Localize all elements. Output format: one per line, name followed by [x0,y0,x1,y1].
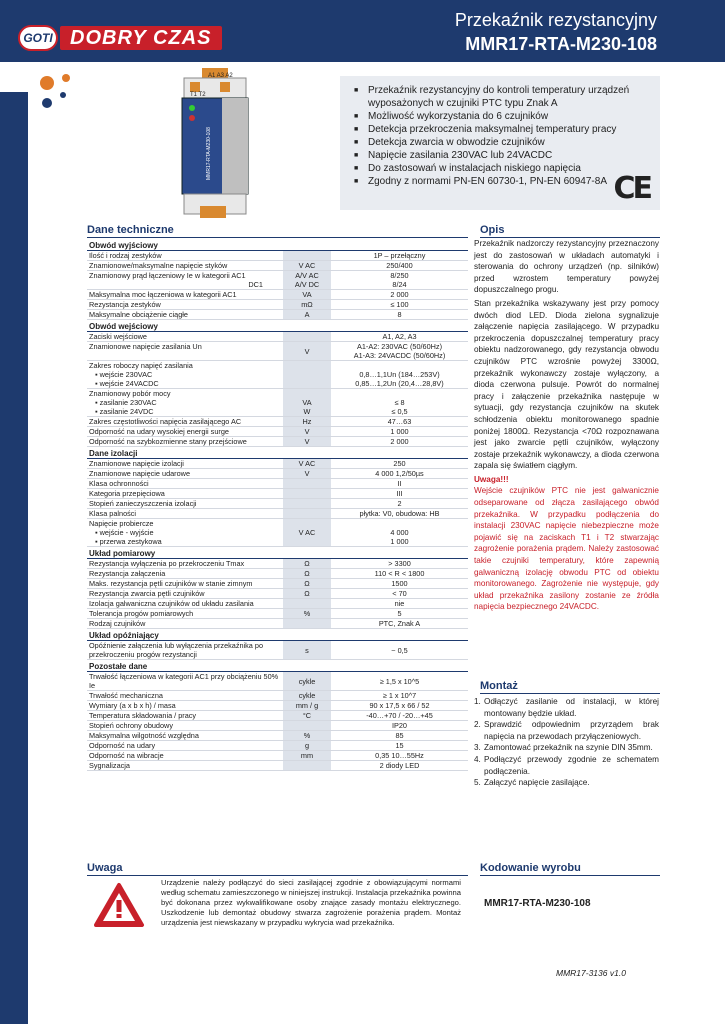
opis-paragraph: Stan przekaźnika wskazywany jest przy pomocy dwóch diod LED. Dioda zielona sygnalizuje załączenie napięcia zasilającego. W przypadku przekroczenia dopuszczalnej temperatury pracy obiektu nadzorowanego, gdy rezystancja obwodu czujników PTC wzrośnie powyżej 3300Ω, przekaźnik wykonawczy zostaje wyłączony, a dioda czerwona pulsuje. Powrót do normalnej pracy i załączenie przekaźnika następuje w sytuacji, gdy rezystancja czujników na skutek schłodzenia obiektu monitorowanego spadnie poniżej 1800Ω. Rezystancja <70Ω rozpoznawana jest jako zwarcie pętli czujników, wyłączony zostaje przekaźnik wykonawczy, a dioda czerwona zapala się światłem ciągłym. [474,298,659,471]
feature-item: ■ Do zastosowań w instalacjach niskiego napięcia [354,162,650,175]
table-row [87,589,468,599]
spec-value: ≥ 1 x 10^7 [331,691,468,701]
page-title: Przekaźnik rezystancyjny [454,10,657,30]
montaz-list [474,696,659,789]
spec-value: < 70 [331,589,468,599]
spec-param [87,407,283,417]
step-number: 3. [474,743,481,753]
spec-value: 1 000 [331,427,468,437]
table-row [87,300,468,310]
spec-unit: V AC [283,261,331,271]
montaz-step [474,754,659,777]
spec-group-label: Obwód wyjściowy [87,239,468,251]
spec-unit: s [283,641,331,660]
table-row [87,619,468,629]
spec-value: 1500 [331,579,468,589]
spec-param: Odporność na udary wysokiej energii surge [87,427,283,437]
table-row [87,579,468,589]
heading-opis: Opis [480,224,660,238]
spec-unit [283,761,331,771]
spec-value: 4 000 1,2/50µs [331,469,468,479]
table-row [87,459,468,469]
montaz-step [474,742,659,754]
spec-unit [283,479,331,489]
spec-unit [283,361,331,371]
montaz-step [474,777,659,789]
spec-unit [283,599,331,609]
decor-dot-navy [42,98,52,108]
feature-item: ■ Przekaźnik rezystancyjny do kontroli temperatury urządzeń wyposażonych w czujniki PTC typu Znak A [354,84,650,110]
spec-group [87,660,468,672]
product-side-label: MMR17-RTA-M230-108 [206,127,212,180]
spec-param: Stopień zanieczyszczenia izolacji [87,499,283,509]
spec-param [87,528,283,537]
spec-unit: % [283,731,331,741]
spec-value [331,389,468,399]
spec-param [87,537,283,547]
heading-uwaga: Uwaga [87,862,468,876]
spec-param: Tolerancja progów pomiarowych [87,609,283,619]
spec-param: Odporność na wibracje [87,751,283,761]
table-row [87,469,468,479]
spec-unit [283,721,331,731]
table-row [87,370,468,379]
spec-group-label: Obwód wejściowy [87,320,468,332]
spec-value: 1P – przełączny [331,251,468,261]
spec-unit: V AC [283,459,331,469]
spec-param: Napięcie probiercze [89,519,154,528]
step-number: 1. [474,697,481,706]
spec-param: Temperatura składowania / pracy [87,711,283,721]
opis-paragraph: Przekaźnik nadzorczy rezystancyjny przeznaczony jest do zastosowań w układach automatyki i sterowania do ochrony urządzeń (np. silników) przed wzrostem temperatury powyżej dopuszczalnego progu. [474,239,659,295]
decor-dot-navy-small [60,92,66,98]
step-text: Zamontować przekaźnik na szynie DIN 35mm. [484,743,653,753]
table-row [87,559,468,569]
spec-group-label: Układ pomiarowy [87,547,468,559]
spec-group [87,547,468,559]
spec-unit: W [283,407,331,417]
spec-group [87,239,468,251]
spec-param: Klasa ochronności [87,479,283,489]
spec-param: Znamionowy prąd łączeniowy Ie w kategorii AC1 [89,271,246,280]
spec-param-bullet: ▪ wejście 24VACDC [89,379,159,388]
spec-param: Maksymalna moc łączeniowa w kategorii AC1 [87,290,283,300]
spec-unit: V [283,469,331,479]
spec-value: 85 [331,731,468,741]
montaz-step [474,719,659,742]
decor-dot-orange [40,76,54,90]
features-list [354,84,650,188]
table-row [87,731,468,741]
spec-unit: A/V AC [283,271,331,281]
spec-param: Klasa palności [87,509,283,519]
step-number: 2. [474,720,481,730]
uwaga-text: Urządzenie należy podłączyć do sieci zasilającej zgodnie z obowiązującymi normami według schematu zamieszczonego w niniejszej instrukcji. Instalacja przekaźnika powinna być dokonana przez wykwalifikowane osoby znające zasady montażu elektrycznego. Uszkodzenie lub demontaż obudowy stwarza zagrożenie porażenia prądem. Montaż urządzenia jest niewskazany w przypadku wykrycia wad przekaźnika. [161,878,461,927]
spec-table [87,239,468,771]
opis-section [474,238,659,615]
spec-param-bullet: ▪ przerwa zestykowa [89,537,162,546]
spec-value: ~ 0,5 [331,641,468,660]
product-terminal-label: T1 T2 [190,92,206,98]
decor-dot-orange-small [62,74,70,82]
spec-value: 8 [331,310,468,320]
table-row [87,751,468,761]
spec-unit: Ω [283,569,331,579]
spec-value: -40…+70 / -20…+45 [331,711,468,721]
spec-unit: mm / g [283,701,331,711]
product-image [180,68,250,218]
spec-param: Zakres roboczy napięć zasilania [89,361,193,370]
spec-unit: V AC [283,528,331,537]
spec-unit: V [283,437,331,447]
spec-value: 0,35 10…55Hz [331,751,468,761]
uwaga-section [87,876,468,946]
table-row [87,379,468,389]
table-row [87,761,468,771]
table-row [87,721,468,731]
document-version: MMR17-3136 v1.0 [556,968,626,978]
spec-param: DC1 [87,280,283,290]
spec-unit [283,370,331,379]
spec-param: Rodzaj czujników [87,619,283,629]
logo-badge: GOTI [18,25,58,51]
spec-unit: Hz [283,417,331,427]
spec-value: 5 [331,609,468,619]
spec-value: nie [331,599,468,609]
table-row [87,489,468,499]
spec-param: Wymiary (a x b x h) / masa [87,701,283,711]
table-row [87,251,468,261]
montaz-section [474,696,659,789]
spec-unit: VA [283,290,331,300]
spec-param: Rezystancja załączenia [87,569,283,579]
spec-unit [283,332,331,342]
spec-group [87,447,468,459]
logo-text: DOBRY CZAS [60,26,222,50]
table-row [87,427,468,437]
spec-value [331,519,468,529]
left-band [0,92,28,1024]
table-row [87,342,468,361]
page-model: MMR17-RTA-M230-108 [465,34,657,54]
spec-group [87,629,468,641]
spec-param-bullet: ▪ zasilanie 230VAC [89,398,157,407]
spec-value-line: A1-A3: 24VACDC (50/60Hz) [353,351,446,360]
spec-param: Maks. rezystancja pętli czujników w stanie zimnym [87,579,283,589]
spec-unit [283,489,331,499]
spec-unit: Ω [283,579,331,589]
spec-param: Sygnalizacja [87,761,283,771]
table-row [87,499,468,509]
feature-item: ■ Napięcie zasilania 230VAC lub 24VACDC [354,149,650,162]
spec-param: Znamionowe napięcie zasilania Un [87,342,283,361]
table-row [87,641,468,660]
spec-unit: cykle [283,691,331,701]
spec-unit [283,389,331,399]
feature-item: ■ Zgodny z normami PN-EN 60730-1, PN-EN 60947-8A [354,175,650,188]
table-row [87,398,468,407]
step-text: Odłączyć zasilanie od instalacji, w której montowany będzie układ. [484,697,659,718]
step-text: Podłączyć przewody zgodnie ze schematem podłączenia. [484,754,659,776]
logo [18,25,222,51]
table-row [87,280,468,290]
warning-title: Uwaga!!! [474,474,509,484]
heading-kodowanie: Kodowanie wyrobu [480,862,660,876]
heading-tech: Dane techniczne [87,224,468,238]
spec-param: Rezystancja wyłączenia po przekroczeniu Tmax [87,559,283,569]
spec-param [87,370,283,379]
spec-param: Kategoria przepięciowa [87,489,283,499]
spec-param: Zakres częstotliwości napięcia zasilającego AC [87,417,283,427]
spec-value: ≤ 0,5 [331,407,468,417]
table-row [87,569,468,579]
spec-param: Maksymalna wilgotność względna [87,731,283,741]
spec-value: ≤ 8 [394,398,405,407]
spec-value: A1, A2, A3 [331,332,468,342]
table-row [87,361,468,371]
spec-unit: Ω [283,559,331,569]
spec-unit [283,499,331,509]
spec-unit: mΩ [283,300,331,310]
spec-group-label: Pozostałe dane [87,660,468,672]
spec-group-label: Układ opóźniający [87,629,468,641]
spec-unit: cykle [283,672,331,691]
table-row [87,310,468,320]
spec-value: 8/250 [390,271,409,280]
spec-value: > 3300 [331,559,468,569]
heading-montaz: Montaż [480,680,660,694]
table-row [87,271,468,281]
spec-value: 90 x 17,5 x 66 / 52 [331,701,468,711]
table-row [87,479,468,489]
warning-icon [93,882,145,928]
spec-unit [283,537,331,547]
spec-param: Znamionowe napięcie udarowe [87,469,283,479]
spec-value: 1 000 [331,537,468,547]
spec-param: Trwałość łączeniowa w kategorii AC1 przy obciążeniu 50% Ie [87,672,283,691]
table-row [87,261,468,271]
spec-param: Znamionowe/maksymalne napięcie styków [87,261,283,271]
table-row [87,417,468,427]
spec-unit [283,379,331,389]
table-row [87,701,468,711]
spec-unit [283,509,331,519]
feature-item: ■ Detekcja przekroczenia maksymalnej temperatury pracy [354,123,650,136]
spec-param: Znamionowe napięcie izolacji [87,459,283,469]
spec-value [331,361,468,371]
table-row [87,519,468,529]
table-row [87,290,468,300]
spec-unit: Ω [283,589,331,599]
spec-value: 47…63 [331,417,468,427]
spec-value: 250/400 [331,261,468,271]
table-row [87,741,468,751]
spec-param: Zaciski wejściowe [87,332,283,342]
spec-param [87,398,283,407]
spec-value: płytka: V0, obudowa: HB [331,509,468,519]
spec-unit: mm [283,751,331,761]
spec-unit: A/V DC [283,280,331,290]
spec-value: IP20 [331,721,468,731]
spec-param: Znamionowy pobór mocy [89,389,171,398]
table-row [87,528,468,537]
step-number: 4. [474,754,481,764]
spec-unit: % [283,609,331,619]
spec-param: Odporność na szybkozmienne stany przejściowe [87,437,283,447]
spec-value: 2 000 [331,437,468,447]
table-row [87,389,468,399]
step-text: Załączyć napięcie zasilające. [484,778,590,788]
table-row [87,691,468,701]
spec-unit: A [283,310,331,320]
table-row [87,599,468,609]
spec-value: 2 [331,499,468,509]
spec-value: II [331,479,468,489]
spec-value: 110 < R < 1800 [331,569,468,579]
table-row [87,537,468,547]
spec-unit: g [283,741,331,751]
spec-unit: °C [283,711,331,721]
spec-param: Opóźnienie załączenia lub wyłączenia przekaźnika po przekroczeniu progów rezystancji [87,641,283,660]
spec-param-bullet: ▪ wejście 230VAC [89,370,152,379]
spec-param: Stopień ochrony obudowy [87,721,283,731]
product-code: MMR17-RTA-M230-108 [484,898,591,909]
spec-value: 0,85…1,2Un (20,4…28,8V) [331,379,468,389]
table-row [87,407,468,417]
spec-group-label: Dane izolacji [87,447,468,459]
spec-param-bullet: ▪ zasilanie 24VDC [89,407,154,416]
spec-unit: V [283,427,331,437]
spec-value [331,342,468,361]
spec-param: Izolacja galwaniczna czujników od układu zasilania [87,599,283,609]
spec-group [87,320,468,332]
spec-value: 2 diody LED [331,761,468,771]
table-row [87,332,468,342]
spec-value: 0,8…1,1Un (184…253V) [359,370,440,379]
step-text: Sprawdzić odpowiednim przyrządem brak napięcia na przewodach przyłączeniowych. [484,720,659,741]
spec-param: Ilość i rodzaj zestyków [87,251,283,261]
spec-param: Rezystancja zwarcia pętli czujników [87,589,283,599]
spec-value: ≥ 1,5 x 10^5 [331,672,468,691]
spec-value: 250 [331,459,468,469]
table-row [87,711,468,721]
spec-value: III [331,489,468,499]
feature-item: ■ Detekcja zwarcia w obwodzie czujników [354,136,650,149]
step-number: 5. [474,778,481,788]
spec-param [87,379,283,389]
product-top-label: A1 A3 A2 [208,73,233,79]
spec-unit [283,619,331,629]
table-row [87,437,468,447]
spec-value: PTC, Znak A [331,619,468,629]
spec-unit [283,519,331,529]
spec-unit [283,251,331,261]
spec-param: Rezystancja zestyków [87,300,283,310]
spec-value: ≤ 100 [331,300,468,310]
spec-value: 8/24 [331,280,468,290]
montaz-step [474,696,659,719]
ce-mark: CE [613,171,650,206]
features-box [340,76,660,210]
spec-value: 15 [331,741,468,751]
spec-param: Odporność na udary [87,741,283,751]
spec-unit: V [283,342,331,361]
spec-unit: VA [283,398,331,407]
table-row [87,672,468,691]
feature-item: ■ Możliwość wykorzystania do 6 czujników [354,110,650,123]
spec-value: 2 000 [331,290,468,300]
spec-param: Trwałość mechaniczna [87,691,283,701]
table-row [87,509,468,519]
spec-value: 4 000 [390,528,409,537]
table-row [87,609,468,619]
spec-param-bullet: ▪ wejście - wyjście [89,528,154,537]
spec-param: Maksymalne obciążenie ciągłe [87,310,283,320]
warning-text: Wejście czujników PTC nie jest galwanicznie odseparowane od złącza zasilającego obwód przekaźnika. W przypadku podłączenia do instalacji 230VAC napięcie niebezpieczne może pojawić się na zaciskach T1 i T2 stwarzając zagrożenie porażenia prądem. Należy zastosować takie czujniki temperatury, które zapewnią galwaniczną izolację obwodu PTC od obiektu monitorowanego. Zagrożenie nie występuje, gdy układ przekaźnika zasilony zostanie ze źródła napięcia bezpiecznego 24VACDC. [474,486,659,612]
spec-value-line: A1-A2: 230VAC (50/60Hz) [356,342,443,351]
